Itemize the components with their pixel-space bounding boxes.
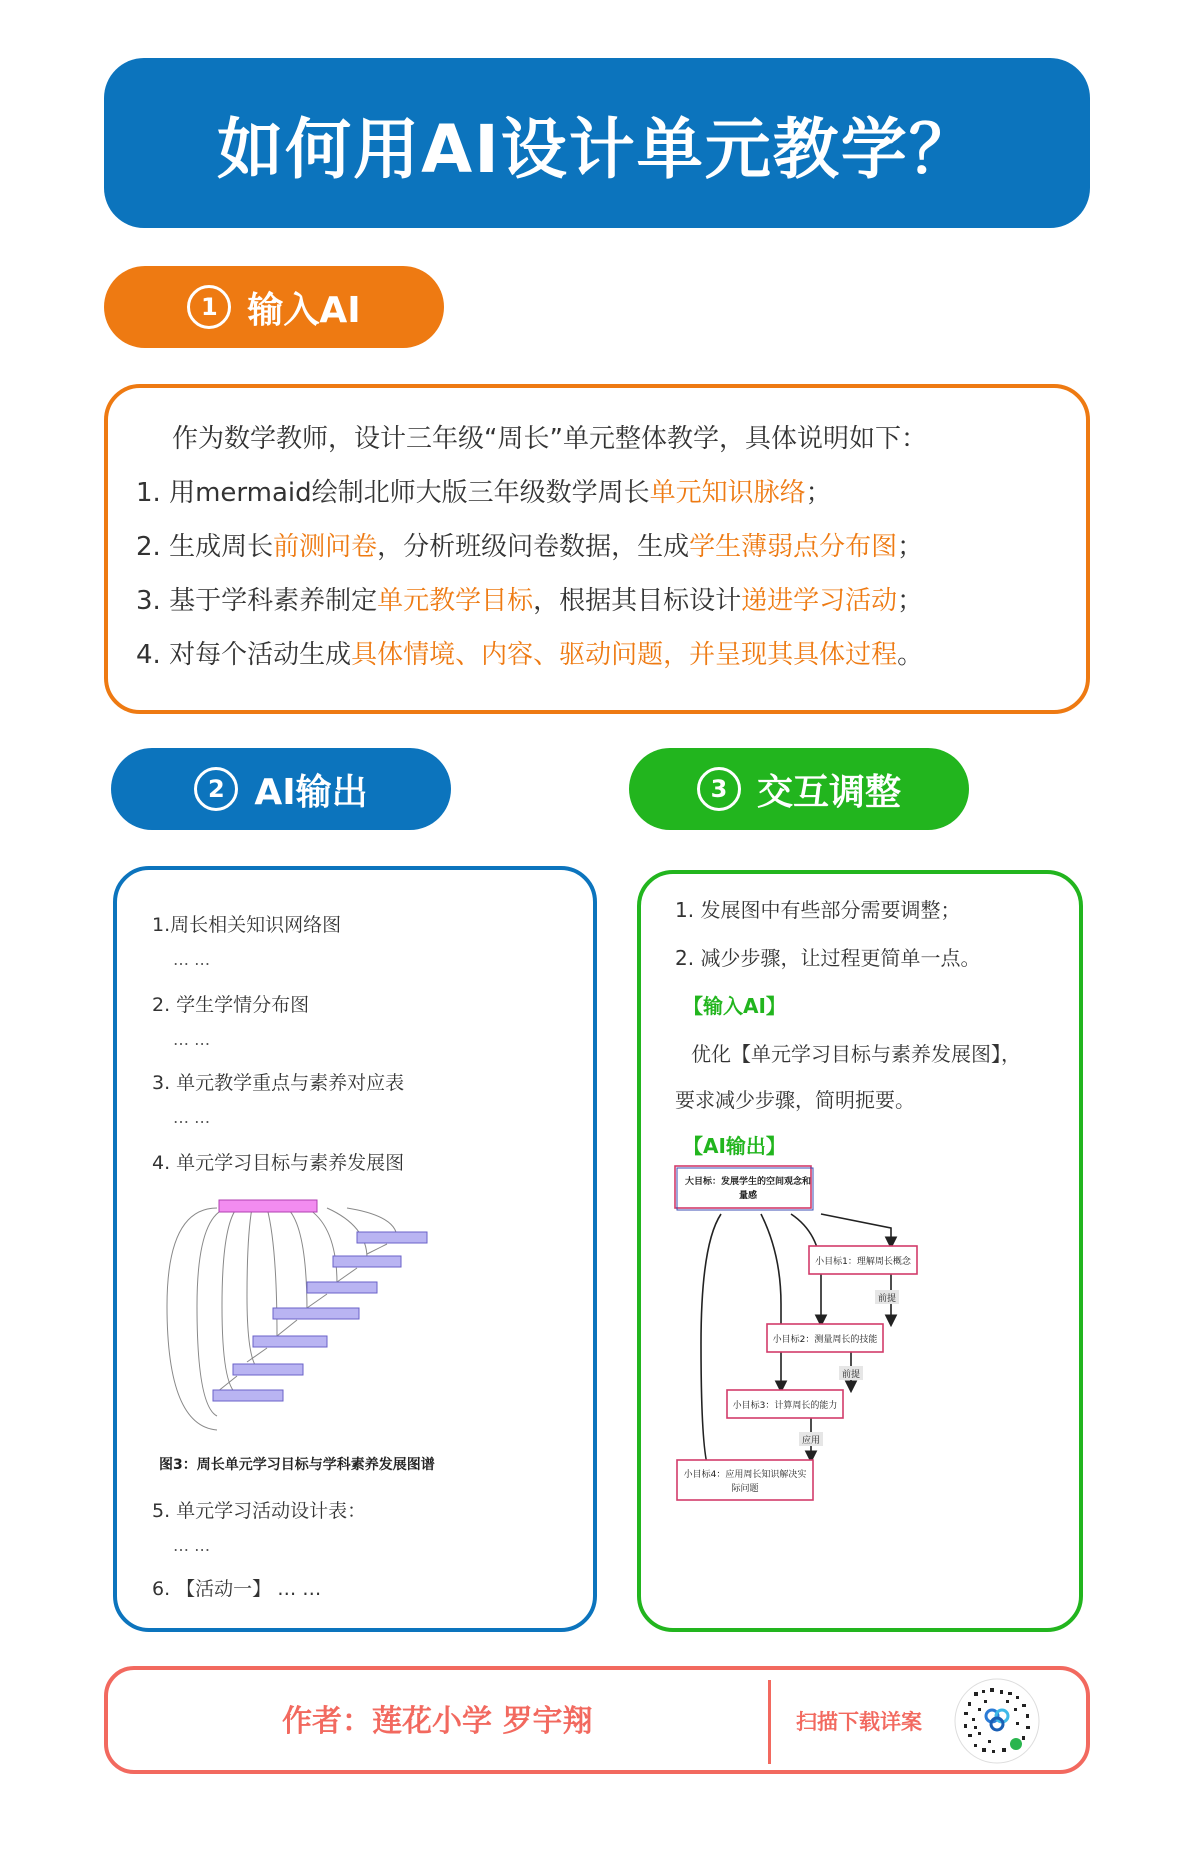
goal4-line2: 际问题 [731, 1484, 759, 1494]
input-line-2 [136, 526, 923, 563]
output-item-2: 2. 学生学情分布图 [152, 994, 310, 1016]
step3-pill [629, 748, 969, 830]
scan-download-text: 扫描下载详案 [796, 1710, 922, 1734]
big-goal-node [675, 1166, 813, 1210]
big-goal-line2: 量感 [739, 1191, 758, 1201]
step2-number: 2 [194, 767, 238, 811]
chart-node-top [219, 1200, 317, 1212]
footer-divider [768, 1680, 771, 1764]
goal-development-chart [157, 1186, 557, 1448]
adjust-line-1: 1. 发展图中有些部分需要调整； [675, 898, 961, 922]
goal2-text: 小目标2：测量周长的技能 [772, 1335, 878, 1345]
ai-output-box [113, 866, 597, 1632]
chart-caption: 图3：周长单元学习目标与学科素养发展图谱 [159, 1457, 435, 1473]
step3-label: 交互调整 [756, 771, 901, 813]
step2-label: AI输出 [254, 771, 368, 813]
line3-suffix: ； [897, 586, 924, 616]
page-title: 如何用AI设计单元教学？ [217, 110, 977, 188]
chart-node-3 [307, 1282, 377, 1293]
goal4-node [677, 1460, 813, 1500]
line4-highlight: 具体情境、内容、驱动问题，并呈现其具体过程 [351, 640, 898, 670]
line1-highlight: 单元知识脉络 [649, 478, 806, 508]
step2-pill [111, 748, 451, 830]
step1-number: 1 [187, 285, 231, 329]
adjust-prompt-2: 要求减少步骤，简明扼要。 [675, 1088, 915, 1112]
footer-box [104, 1666, 1090, 1774]
step1-pill [104, 266, 444, 348]
simplified-goal-flowchart [671, 1164, 1071, 1554]
title-banner [104, 58, 1090, 228]
input-ai-tag: 【输入AI】 [683, 994, 786, 1018]
line2-prefix: 2. 生成周长 [136, 532, 274, 562]
chart-node-2 [333, 1256, 401, 1267]
chart-node-5 [253, 1336, 327, 1347]
adjust-box [637, 870, 1083, 1632]
goal4-line1: 小目标4：应用周长知识解决实 [683, 1470, 807, 1480]
line1-prefix: 1. 用mermaid绘制北师大版三年级数学周长 [136, 478, 650, 508]
line4-suffix: 。 [897, 640, 924, 670]
big-goal-line1: 大目标：发展学生的空间观念和 [685, 1177, 812, 1187]
line1-suffix: ； [805, 478, 832, 508]
line3-prefix: 3. 基于学科素养制定 [136, 586, 378, 616]
output-item-5: 5. 单元学习活动设计表： [152, 1500, 367, 1522]
line3-mid: ，根据其目标设计 [533, 586, 742, 616]
qr-code-icon[interactable] [954, 1678, 1040, 1764]
output-ellipsis-3: … … [173, 1108, 211, 1127]
ai-output-tag: 【AI输出】 [683, 1134, 786, 1158]
output-item-3: 3. 单元教学重点与素养对应表 [152, 1072, 405, 1094]
output-item-4: 4. 单元学习目标与素养发展图 [152, 1152, 405, 1174]
input-intro: 作为数学教师，设计三年级“周长”单元整体教学，具体说明如下： [172, 424, 927, 454]
edge-label-2: 前提 [841, 1370, 861, 1380]
input-line-3 [136, 580, 923, 617]
output-item-6: 6. 【活动一】 … … [152, 1578, 322, 1600]
goal1-node [809, 1246, 917, 1274]
edge-label-1: 前提 [877, 1294, 897, 1304]
adjust-line-2: 2. 减少步骤，让过程更简单一点。 [675, 946, 981, 970]
edge-label-3: 应用 [801, 1436, 821, 1446]
output-ellipsis-1: … … [173, 950, 211, 969]
chart-node-1 [357, 1232, 427, 1243]
output-ellipsis-5: … … [173, 1536, 211, 1555]
line3-highlight-1: 单元教学目标 [377, 586, 534, 616]
input-box [104, 384, 1090, 714]
author-credit: 作者：莲花小学 罗宇翔 [282, 1704, 593, 1739]
input-line-1 [136, 472, 832, 509]
step3-number: 3 [697, 767, 741, 811]
goal2-node [767, 1324, 883, 1352]
line2-highlight-1: 前测问卷 [273, 532, 378, 562]
goal3-text: 小目标3：计算周长的能力 [732, 1401, 838, 1411]
output-item-1: 1.周长相关知识网络图 [152, 914, 342, 936]
chart-node-6 [233, 1364, 303, 1375]
input-line-4 [136, 634, 923, 671]
line2-mid: ，分析班级问卷数据，生成 [377, 532, 690, 562]
adjust-prompt-1: 优化【单元学习目标与素养发展图】， [691, 1042, 1021, 1066]
line2-highlight-2: 学生薄弱点分布图 [689, 532, 898, 562]
step1-label: 输入AI [247, 289, 361, 331]
goal1-text: 小目标1：理解周长概念 [815, 1257, 911, 1267]
line3-highlight-2: 递进学习活动 [741, 586, 898, 616]
goal3-node [727, 1390, 843, 1418]
chart-node-4 [273, 1308, 359, 1319]
line2-suffix: ； [897, 532, 924, 562]
output-ellipsis-2: … … [173, 1030, 211, 1049]
chart-node-7 [213, 1390, 283, 1401]
line4-prefix: 4. 对每个活动生成 [136, 640, 352, 670]
